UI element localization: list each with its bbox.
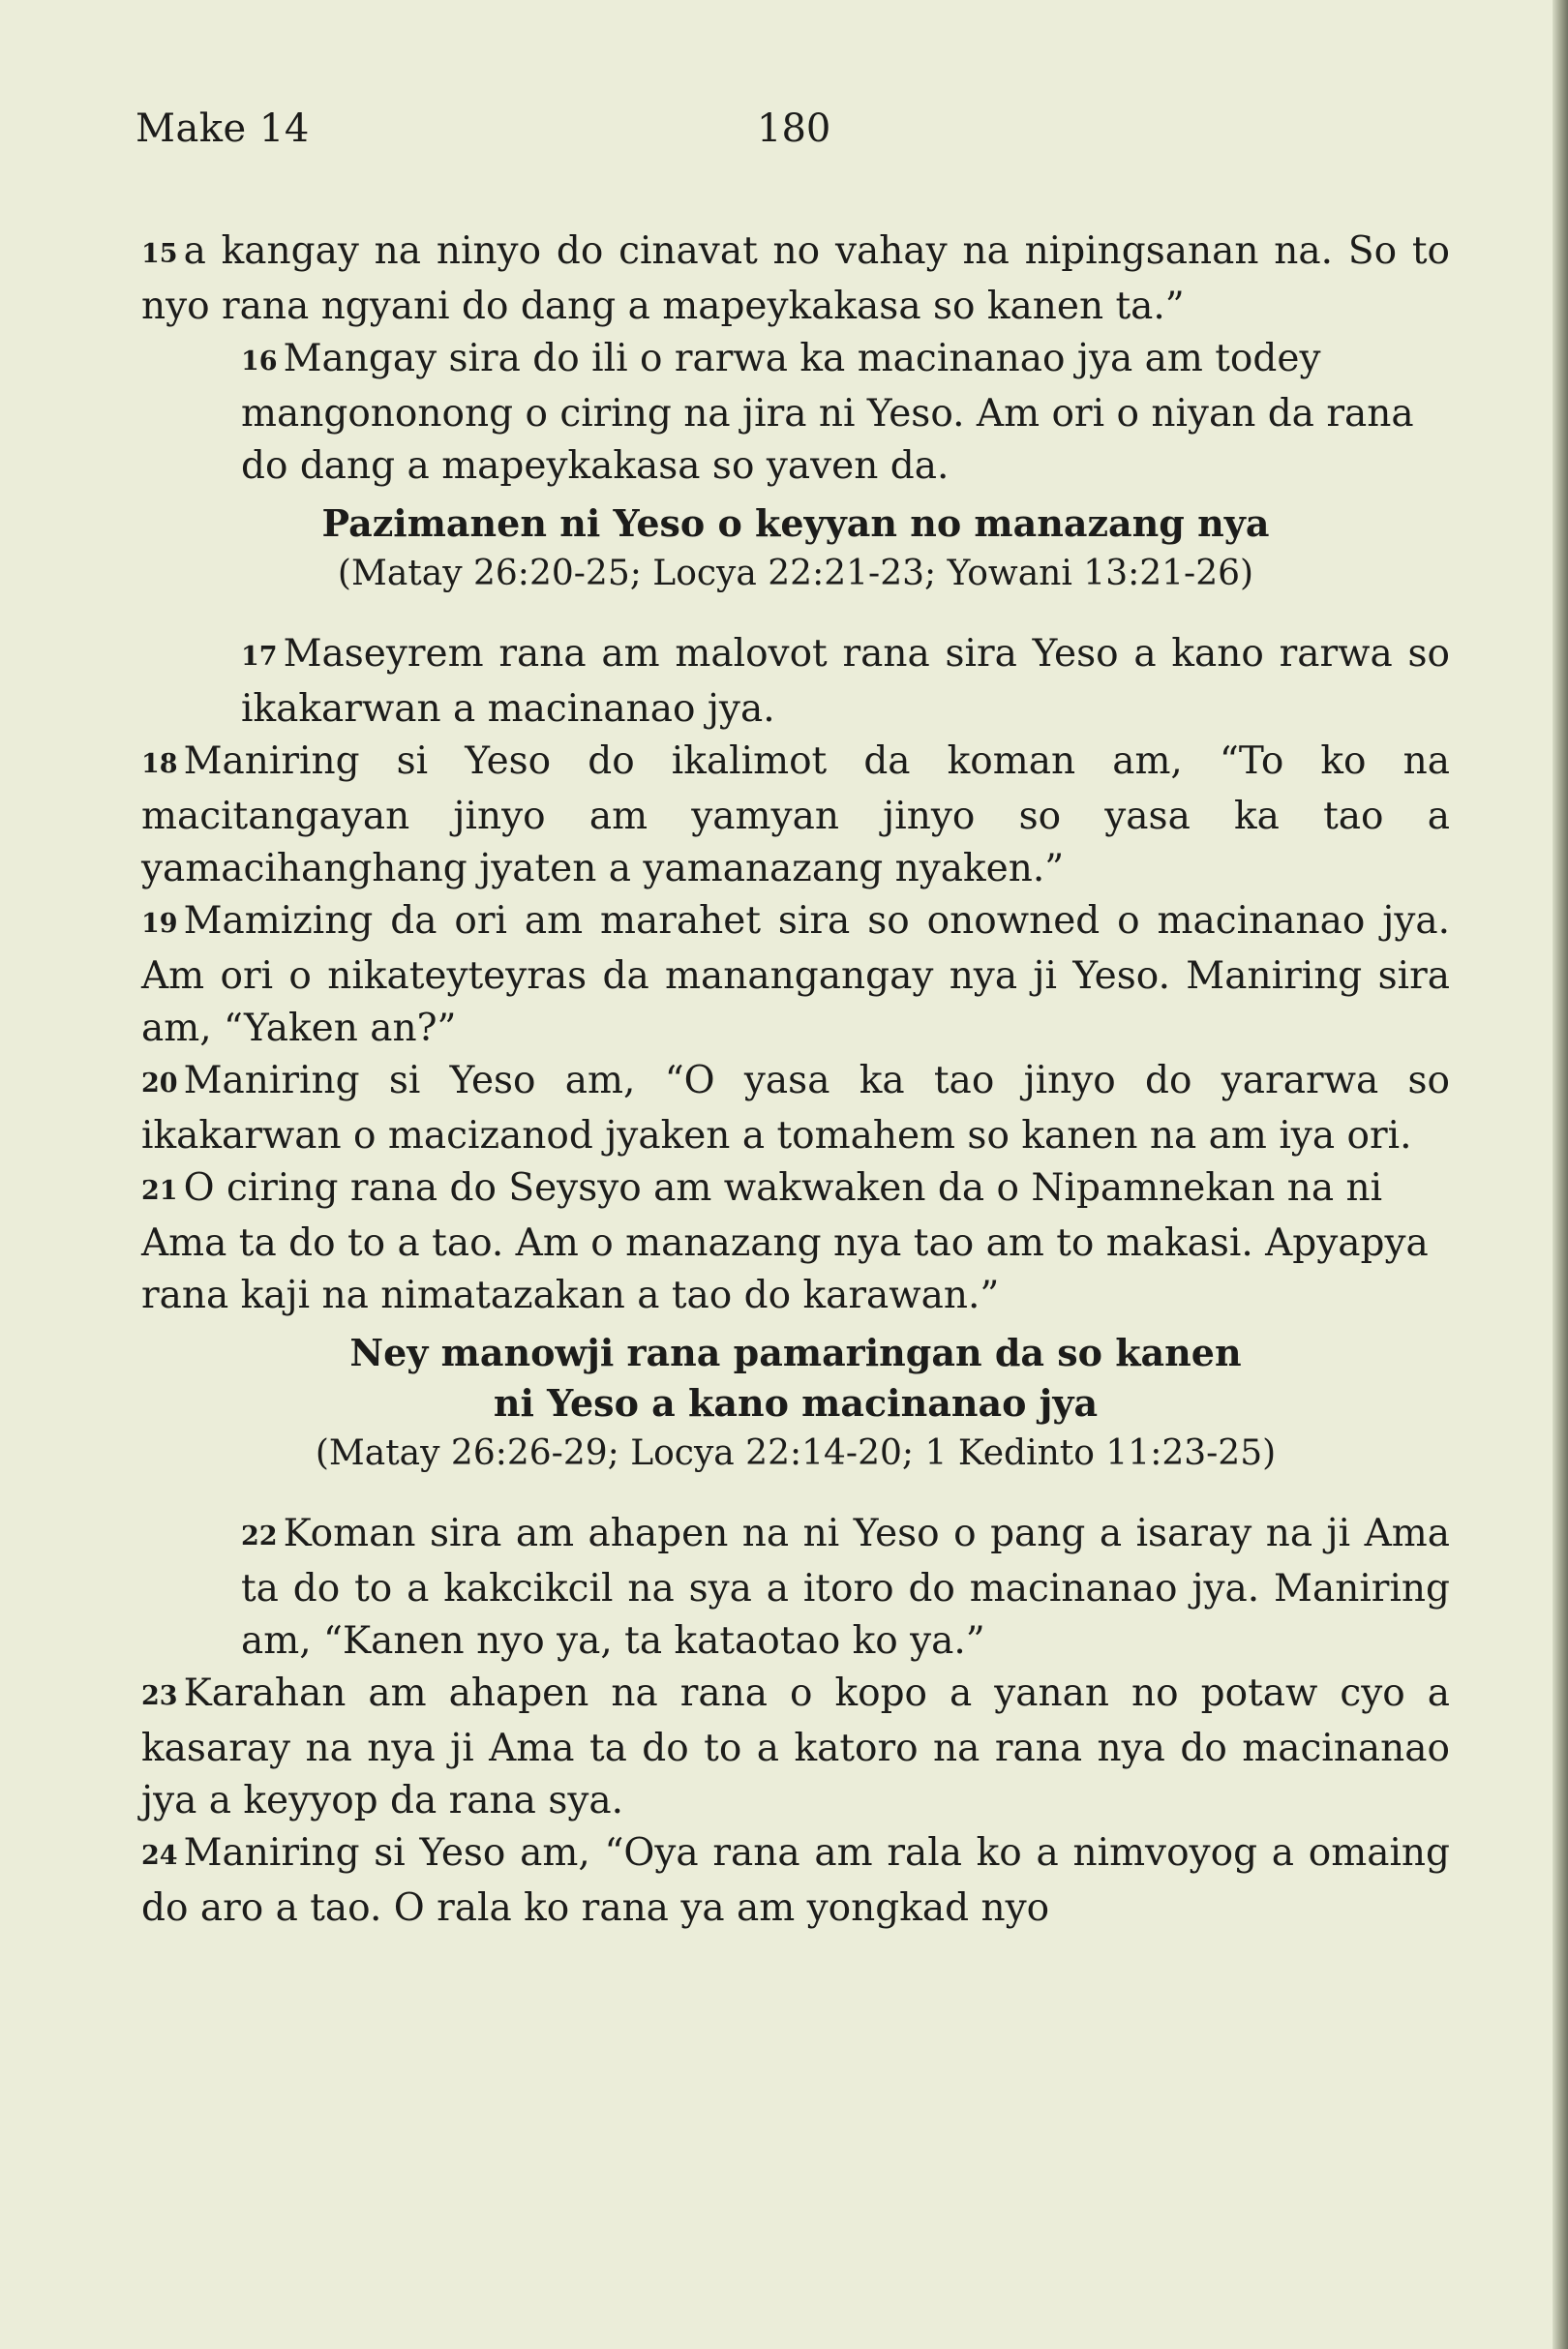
parallel-references: (Matay 26:26-29; Locya 22:14-20; 1 Kedinto 11:23-25)	[315, 1433, 1277, 1473]
verse-20	[141, 1055, 1450, 1162]
verse-text: Maniring si Yeso do ikalimot da koman am, “To ko na macitangayan jinyo am yamyan jinyo so yasa ka tao a yamacihanghang jyaten a yamanazang nyaken.”	[141, 739, 1450, 890]
running-header	[136, 106, 1452, 165]
verse-18	[141, 736, 1450, 895]
verse-24	[141, 1827, 1450, 1935]
section-heading	[141, 1328, 1450, 1429]
section-heading	[141, 498, 1450, 549]
verse-text: a kangay na ninyo do cinavat no vahay na nipingsanan na. So to nyo rana ngyani do dang a mapeykakasa so kanen ta.”	[141, 229, 1450, 328]
verse-22	[141, 1508, 1450, 1668]
verse-number: 21	[141, 1176, 178, 1206]
page-edge-shadow	[1553, 0, 1568, 2349]
verse-text: Maseyrem rana am malovot rana sira Yeso a kano rarwa so ikakarwan a macinanao jya.	[241, 632, 1450, 731]
verse-text: O ciring rana do Seysyo am wakwaken da o Nipamnekan na ni Ama ta do to a tao. Am o manazang nya tao am to makasi. Apyapya rana kaji na nimatazakan a tao do karawan.”	[141, 1166, 1429, 1317]
verse-text: Koman sira am ahapen na ni Yeso o pang a isaray na ji Ama ta do to a kakcikcil na sya a itoro do macinanao jya. Maniring am, “Kanen nyo ya, ta kataotao ko ya.”	[241, 1512, 1450, 1663]
verse-number: 16	[241, 346, 278, 376]
verse-text: Mangay sira do ili o rarwa ka macinanao jya am todey mangononong o ciring na jira ni Yeso. Am ori o niyan da rana do dang a mapeykakasa so yaven da.	[241, 337, 1414, 488]
verse-21	[141, 1162, 1450, 1322]
verse-number: 19	[141, 909, 178, 939]
verse-17	[141, 628, 1450, 736]
parallel-references: (Matay 26:20-25; Locya 22:21-23; Yowani 13:21-26)	[337, 554, 1254, 593]
verse-number: 22	[241, 1521, 278, 1551]
section-heading-line: Ney manowji rana pamaringan da so kanen	[349, 1331, 1242, 1374]
verse-number: 20	[141, 1069, 178, 1099]
verse-19	[141, 895, 1450, 1055]
verse-number: 24	[141, 1841, 178, 1871]
verse-15	[141, 226, 1450, 333]
verse-number: 23	[141, 1681, 178, 1711]
verse-23	[141, 1668, 1450, 1827]
verse-16	[141, 333, 1450, 493]
verse-number: 17	[241, 642, 278, 672]
section-heading-line: ni Yeso a kano macinanao jya	[493, 1381, 1099, 1425]
verse-text: Maniring si Yeso am, “O yasa ka tao jinyo do yararwa so ikakarwan o macizanod jyaken a tomahem so kanen na am iya ori.	[141, 1059, 1450, 1158]
section-heading-line: Pazimanen ni Yeso o keyyan no manazang nya	[321, 501, 1270, 545]
verse-text: Karahan am ahapen na rana o kopo a yanan no potaw cyo a kasaray na nya ji Ama ta do to a katoro na rana nya do macinanao jya a keyyop da rana sya.	[141, 1671, 1450, 1822]
verse-text: Mamizing da ori am marahet sira so onowned o macinanao jya. Am ori o nikateyteyras da manangangay nya ji Yeso. Maniring sira am, “Yaken an?”	[141, 899, 1450, 1050]
verse-number: 18	[141, 749, 178, 779]
book-chapter-title: Make 14	[136, 106, 310, 151]
verse-number: 15	[141, 239, 178, 269]
verse-text: Maniring si Yeso am, “Oya rana am rala ko a nimvoyog a omaing do aro a tao. O rala ko rana ya am yongkad nyo	[141, 1831, 1450, 1930]
page-number: 180	[757, 106, 831, 151]
scripture-text	[141, 226, 1450, 1935]
